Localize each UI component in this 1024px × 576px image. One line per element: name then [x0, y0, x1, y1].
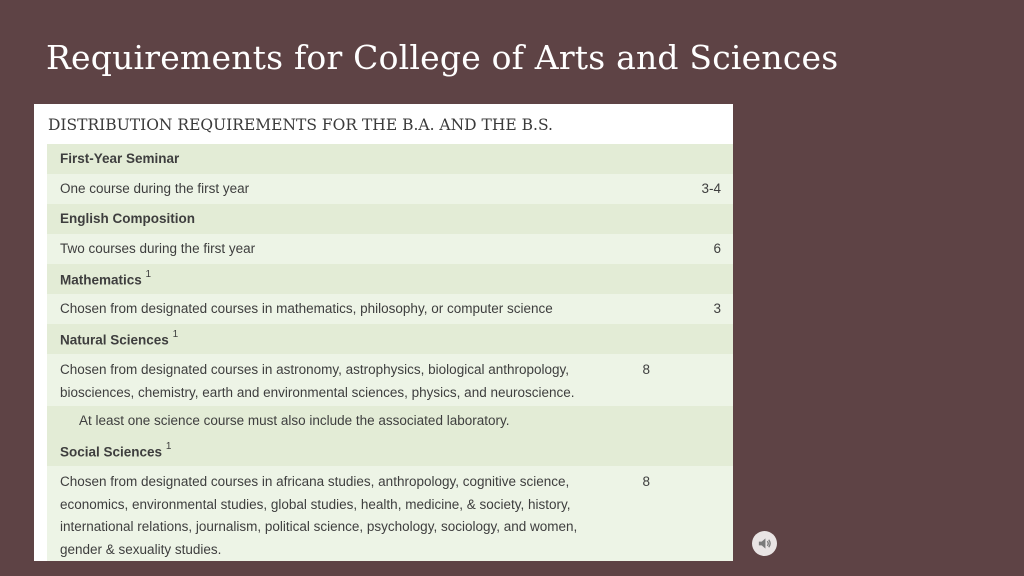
- course-description: Chosen from designated courses in astronomy, astrophysics, biological anthropology, biosciences, chemistry, earth and environmental sciences, physics, and neuroscience.: [60, 362, 575, 400]
- course-row: [47, 354, 733, 406]
- course-description: Chosen from designated courses in africana studies, anthropology, cognitive science, economics, environmental studies, global studies, health, medicine, & society, history, international relations, journalism, political science, psychology, sociology, and women, gender & sexuality studies.: [60, 474, 578, 557]
- panel-heading: DISTRIBUTION REQUIREMENTS FOR THE B.A. AND THE B.S.: [48, 116, 553, 134]
- group-title: Mathematics: [60, 272, 142, 288]
- course-row: [47, 234, 733, 264]
- credit-hours: 6: [713, 240, 721, 256]
- lab-note-row: [47, 406, 733, 436]
- group-title: Natural Sciences: [60, 332, 169, 348]
- group-row-social-sciences: [47, 436, 733, 466]
- group-title: First-Year Seminar: [60, 150, 180, 166]
- course-description: Two courses during the first year: [60, 240, 256, 256]
- course-row: [47, 294, 733, 324]
- group-row-natural-sciences: [47, 324, 733, 354]
- lab-note: At least one science course must also include the associated laboratory.: [79, 412, 510, 428]
- footnote-marker: 1: [145, 269, 152, 280]
- group-row-english-composition: [47, 204, 733, 234]
- credit-hours: 3-4: [701, 180, 721, 196]
- credit-hours: 8: [642, 474, 650, 489]
- group-title-wrap: [60, 266, 721, 292]
- group-title-wrap: [60, 326, 721, 352]
- speaker-icon: [757, 536, 772, 551]
- requirements-table: [47, 144, 733, 561]
- audio-button[interactable]: [752, 531, 777, 556]
- course-description: One course during the first year: [60, 180, 250, 196]
- requirements-screenshot: [34, 104, 733, 561]
- course-row: [47, 466, 733, 561]
- group-title-wrap: [60, 438, 721, 464]
- course-description: Chosen from designated courses in mathematics, philosophy, or computer science: [60, 300, 553, 316]
- footnote-marker: 1: [165, 441, 172, 452]
- footnote-marker: 1: [172, 329, 179, 340]
- group-row-first-year-seminar: [47, 144, 733, 174]
- credit-hours: 8: [642, 362, 650, 377]
- group-row-mathematics: [47, 264, 733, 294]
- course-row: [47, 174, 733, 204]
- credit-hours: 3: [713, 300, 721, 316]
- group-title: Social Sciences: [60, 444, 163, 460]
- group-title: English Composition: [60, 210, 195, 226]
- slide-title: Requirements for College of Arts and Sciences: [46, 38, 839, 77]
